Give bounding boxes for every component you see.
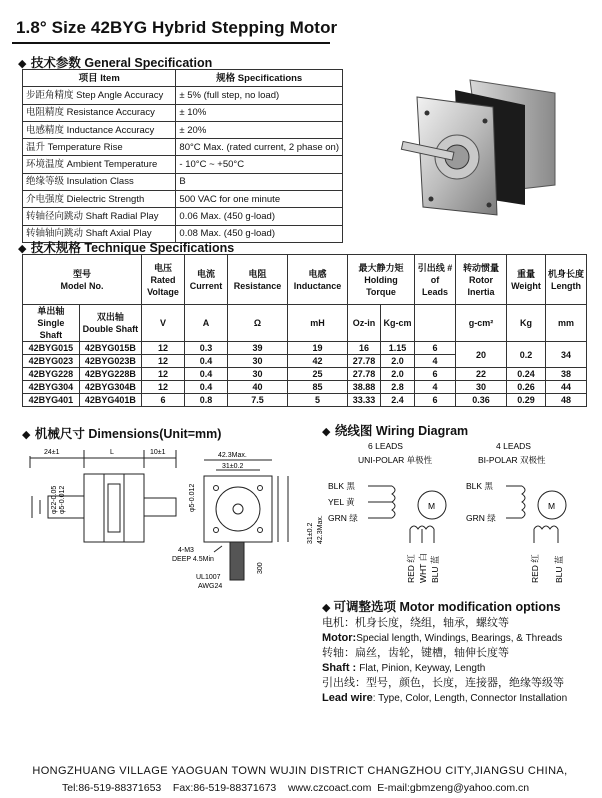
red-wire-6: RED 红: [406, 554, 416, 583]
table-row: [23, 121, 343, 138]
weight-header: [507, 255, 546, 305]
col-zh: 转动惯量: [462, 262, 499, 273]
double-en: Double Shaft: [82, 324, 139, 334]
single-model: 42BYG401: [23, 394, 80, 407]
spec-cell: 500 VAC for one minute: [176, 191, 343, 208]
resistance-header: [228, 255, 288, 305]
dim-ul: UL1007: [196, 574, 221, 581]
motor-symbol-6: M: [428, 501, 436, 511]
double-model: 42BYG401B: [79, 394, 141, 407]
voltage: 12: [142, 342, 185, 355]
lead-options-zh: 引出线：型号，颜色，长度，连接器，绝缘等级等: [322, 677, 564, 689]
double-model: 42BYG228B: [79, 368, 141, 381]
unit-cell: Kg-cm: [381, 305, 415, 342]
shaft-options-text: Flat, Pinion, Keyway, Length: [359, 663, 486, 674]
inertia: 22: [456, 368, 507, 381]
inertia: 0.36: [456, 394, 507, 407]
current: 0.4: [185, 381, 228, 394]
col-en: Resistance: [233, 280, 282, 291]
modification-options: [322, 600, 594, 706]
inductance: 85: [288, 381, 348, 394]
col-en: of Leads: [421, 274, 448, 297]
torque-ozin: 38.88: [348, 381, 381, 394]
voltage: 12: [142, 368, 185, 381]
single-model: 42BYG228: [23, 368, 80, 381]
table-row: [23, 368, 587, 381]
motor-options-text: Special length, Windings, Bearings, & Threads: [356, 633, 563, 644]
spec-cell: 0.06 Max. (450 g-load): [176, 208, 343, 225]
single-model: 42BYG023: [23, 355, 80, 368]
col-zh: 引出线 #: [417, 262, 453, 273]
length-header: [546, 255, 587, 305]
single-en: Single Shaft: [37, 318, 65, 340]
grn-label: GRN 绿: [328, 513, 358, 523]
length: 34: [546, 342, 587, 368]
table-header-row: [23, 70, 343, 87]
dim-awg: AWG24: [198, 583, 223, 590]
table-row: [23, 104, 343, 121]
spec-cell: ± 20%: [176, 121, 343, 138]
single-model: 42BYG015: [23, 342, 80, 355]
current: 0.4: [185, 368, 228, 381]
four-leads-label: 4 LEADS: [496, 441, 531, 451]
spec-cell: ± 5% (full step, no load): [176, 87, 343, 104]
torque-kgcm: 2.0: [381, 355, 415, 368]
shaft-options-en: [322, 661, 594, 676]
dimensions-heading: ◆ 机械尺寸 Dimensions(Unit=mm): [22, 427, 222, 441]
footer-address: HONGZHUANG VILLAGE YAOGUAN TOWN WUJIN DISTRICT CHANGZHOU CITY,JIANGSU CHINA,: [32, 765, 568, 777]
spec-cell: B: [176, 173, 343, 190]
leads: 6: [415, 342, 456, 355]
blu-wire-6: BLU 蓝: [430, 555, 440, 583]
torque-ozin: 16: [348, 342, 381, 355]
inductance: 5: [288, 394, 348, 407]
unit-cell: Oz-in: [348, 305, 381, 342]
dim-300: 300: [257, 562, 264, 574]
red-wire-4: RED 红: [530, 554, 540, 583]
item-cell: 介电强度 Dielectric Strength: [23, 191, 176, 208]
length: 48: [546, 394, 587, 407]
unit-cell: Kg: [507, 305, 546, 342]
unipolar-label: UNI-POLAR 单极性: [358, 455, 433, 465]
shaft-options-zh: 转轴：扁丝，齿轮，键槽，轴伸长度等: [322, 647, 509, 659]
general-spec-heading: ◆ 技术参数 General Specification: [18, 56, 213, 70]
footer-contact: [62, 782, 602, 794]
six-lead-coil: [368, 486, 446, 543]
item-cell: 电感精度 Inductance Accuracy: [23, 121, 176, 138]
bullet-icon: ◆: [322, 426, 331, 438]
col-en: Inductance: [293, 280, 342, 291]
table-row: [23, 394, 587, 407]
weight: 0.2: [507, 342, 546, 368]
torque-header: [348, 255, 415, 305]
wiring-heading: ◆ 绕线图 Wiring Diagram: [322, 424, 469, 438]
table-row: [23, 156, 343, 173]
single-model: 42BYG304: [23, 381, 80, 394]
table-row: [23, 342, 587, 355]
table-row: [23, 191, 343, 208]
inertia-header: [456, 255, 507, 305]
item-cell: 转轴轴向跳动 Shaft Axial Play: [23, 225, 176, 242]
dimension-drawing: [26, 444, 324, 594]
lead-options-en: [322, 691, 594, 706]
blk-label: BLK 黑: [328, 481, 355, 491]
single-zh: 单出轴: [37, 306, 65, 316]
unit-cell: [415, 305, 456, 342]
dim-10: 10±1: [150, 449, 166, 456]
inertia: 20: [456, 342, 507, 368]
bullet-icon: ◆: [22, 429, 31, 441]
col-en: Holding Torque: [364, 274, 398, 297]
unit-cell: mH: [288, 305, 348, 342]
item-cell: 步距角精度 Step Angle Accuracy: [23, 87, 176, 104]
col-zh: 电阻: [248, 268, 267, 279]
motor-label: Motor:: [322, 632, 357, 644]
current: 0.3: [185, 342, 228, 355]
model-header: [23, 255, 142, 305]
voltage: 12: [142, 381, 185, 394]
title-underline: [12, 42, 330, 44]
table-row: [23, 139, 343, 156]
motor-symbol-4: M: [548, 501, 556, 511]
motor-photo: [405, 75, 570, 235]
footer-email[interactable]: E-mail:gbmzeng@yahoo.com.cn: [377, 782, 530, 794]
leads: 6: [415, 394, 456, 407]
leads: 4: [415, 355, 456, 368]
dim-31-top: 31±0.2: [222, 463, 244, 470]
four-lead-coil: [506, 486, 566, 543]
leads: 6: [415, 368, 456, 381]
dim-phi5: φ5-0.012: [189, 483, 196, 512]
item-cell: 温升 Temperature Rise: [23, 139, 176, 156]
resistance: 30: [228, 368, 288, 381]
single-shaft-header: [23, 305, 80, 342]
wht-wire-6: WHT 白: [418, 552, 428, 583]
spec-cell: ± 10%: [176, 104, 343, 121]
voltage: 12: [142, 355, 185, 368]
spec-cell: - 10°C ~ +50°C: [176, 156, 343, 173]
bullet-icon: ◆: [18, 243, 27, 255]
double-model: 42BYG023B: [79, 355, 141, 368]
blk-label-4: BLK 黑: [466, 481, 493, 491]
item-cell: 环境温度 Ambient Temperature: [23, 156, 176, 173]
resistance: 40: [228, 381, 288, 394]
table-row: [23, 173, 343, 190]
modification-heading: ◆ 可调整选项 Motor modification options: [322, 600, 561, 614]
dim-phi22: φ22-0.05: [51, 485, 58, 514]
resistance: 30: [228, 355, 288, 368]
spec-cell: 0.08 Max. (450 g-load): [176, 225, 343, 242]
torque-kgcm: 1.15: [381, 342, 415, 355]
units-row: [23, 305, 587, 342]
motor-options-zh: 电机：机身长度，绕组，轴承，螺纹等: [322, 617, 509, 629]
torque-ozin: 27.78: [348, 368, 381, 381]
double-shaft-header: [79, 305, 141, 342]
current-header: [185, 255, 228, 305]
unit-cell: Ω: [228, 305, 288, 342]
footer-fax: Fax:86-519-88371673: [172, 782, 277, 794]
torque-ozin: 33.33: [348, 394, 381, 407]
col-en: Rotor Inertia: [467, 274, 495, 297]
inductance: 42: [288, 355, 348, 368]
double-zh: 双出轴: [96, 312, 124, 322]
dim-24: 24±1: [44, 449, 60, 456]
inductance-header: [288, 255, 348, 305]
current: 0.4: [185, 355, 228, 368]
bullet-icon: ◆: [18, 58, 27, 70]
weight: 0.26: [507, 381, 546, 394]
col-zh: 重量: [516, 268, 535, 279]
footer-tel: Tel:86-519-88371653: [62, 782, 162, 794]
col-en: Current: [189, 280, 223, 291]
unit-cell: g-cm²: [456, 305, 507, 342]
torque-kgcm: 2.4: [381, 394, 415, 407]
current: 0.8: [185, 394, 228, 407]
technique-spec-heading: ◆ 技术规格 Technique Specifications: [18, 241, 235, 255]
general-spec-table: [22, 69, 343, 243]
dim-42-side: 42.3Max.: [317, 515, 324, 544]
dim-31-side: 31±0.2: [307, 522, 314, 544]
bullet-icon: ◆: [322, 602, 331, 614]
double-model: 42BYG304B: [79, 381, 141, 394]
resistance: 39: [228, 342, 288, 355]
six-leads-label: 6 LEADS: [368, 441, 403, 451]
length: 44: [546, 381, 587, 394]
torque-ozin: 27.78: [348, 355, 381, 368]
grn-label-4: GRN 绿: [466, 513, 496, 523]
technique-spec-table: [22, 254, 587, 407]
inductance: 25: [288, 368, 348, 381]
spec-cell: 80°C Max. (rated current, 2 phase on): [176, 139, 343, 156]
blu-wire-4: BLU 蓝: [554, 555, 564, 583]
weight: 0.24: [507, 368, 546, 381]
torque-kgcm: 2.8: [381, 381, 415, 394]
table-row: [23, 208, 343, 225]
col-zh: 电感: [308, 268, 327, 279]
inductance: 19: [288, 342, 348, 355]
header-cell: 规格 Specifications: [176, 70, 343, 87]
bipolar-label: BI-POLAR 双极性: [478, 455, 546, 465]
weight: 0.29: [507, 394, 546, 407]
col-en: Rated Voltage: [147, 274, 179, 297]
lead-label: Lead wire: [322, 692, 373, 704]
wiring-diagram: [322, 433, 592, 588]
col-en: Weight: [511, 280, 541, 291]
unit-cell: mm: [546, 305, 587, 342]
table-header-row: [23, 255, 587, 305]
lead-options-text: : Type, Color, Length, Connector Installation: [372, 693, 568, 704]
leads: 4: [415, 381, 456, 394]
unit-cell: A: [185, 305, 228, 342]
voltage: 6: [142, 394, 185, 407]
dim-phi5-left: φ5-0.012: [59, 485, 66, 514]
unit-cell: V: [142, 305, 185, 342]
col-zh: 机身长度: [548, 268, 585, 279]
dim-deep: DEEP 4.5Min: [172, 556, 214, 563]
col-en: Length: [551, 280, 581, 291]
header-cell: 项目 Item: [23, 70, 176, 87]
torque-kgcm: 2.0: [381, 368, 415, 381]
table-row: [23, 381, 587, 394]
model-header-en: Model No.: [60, 280, 104, 291]
item-cell: 绝缘等级 Insulation Class: [23, 173, 176, 190]
col-zh: 电流: [197, 268, 216, 279]
inertia: 30: [456, 381, 507, 394]
table-row: [23, 87, 343, 104]
model-header-zh: 型号: [73, 268, 92, 279]
length: 38: [546, 368, 587, 381]
col-zh: 最大静力矩: [358, 262, 404, 273]
leads-header: [415, 255, 456, 305]
double-model: 42BYG015B: [79, 342, 141, 355]
shaft-label: Shaft :: [322, 662, 357, 674]
dim-m3: 4-M3: [178, 547, 194, 554]
yel-label: YEL 黄: [328, 497, 355, 507]
voltage-header: [142, 255, 185, 305]
col-zh: 电压: [154, 262, 173, 273]
dim-l: L: [110, 449, 114, 456]
motor-options-en: [322, 631, 594, 646]
item-cell: 电阻精度 Resistance Accuracy: [23, 104, 176, 121]
footer-web-link[interactable]: www.czcoact.com: [287, 782, 372, 794]
page-title: 1.8° Size 42BYG Hybrid Stepping Motor: [16, 18, 338, 37]
dim-42-top: 42.3Max.: [218, 452, 247, 459]
resistance: 7.5: [228, 394, 288, 407]
item-cell: 转轴径向跳动 Shaft Radial Play: [23, 208, 176, 225]
